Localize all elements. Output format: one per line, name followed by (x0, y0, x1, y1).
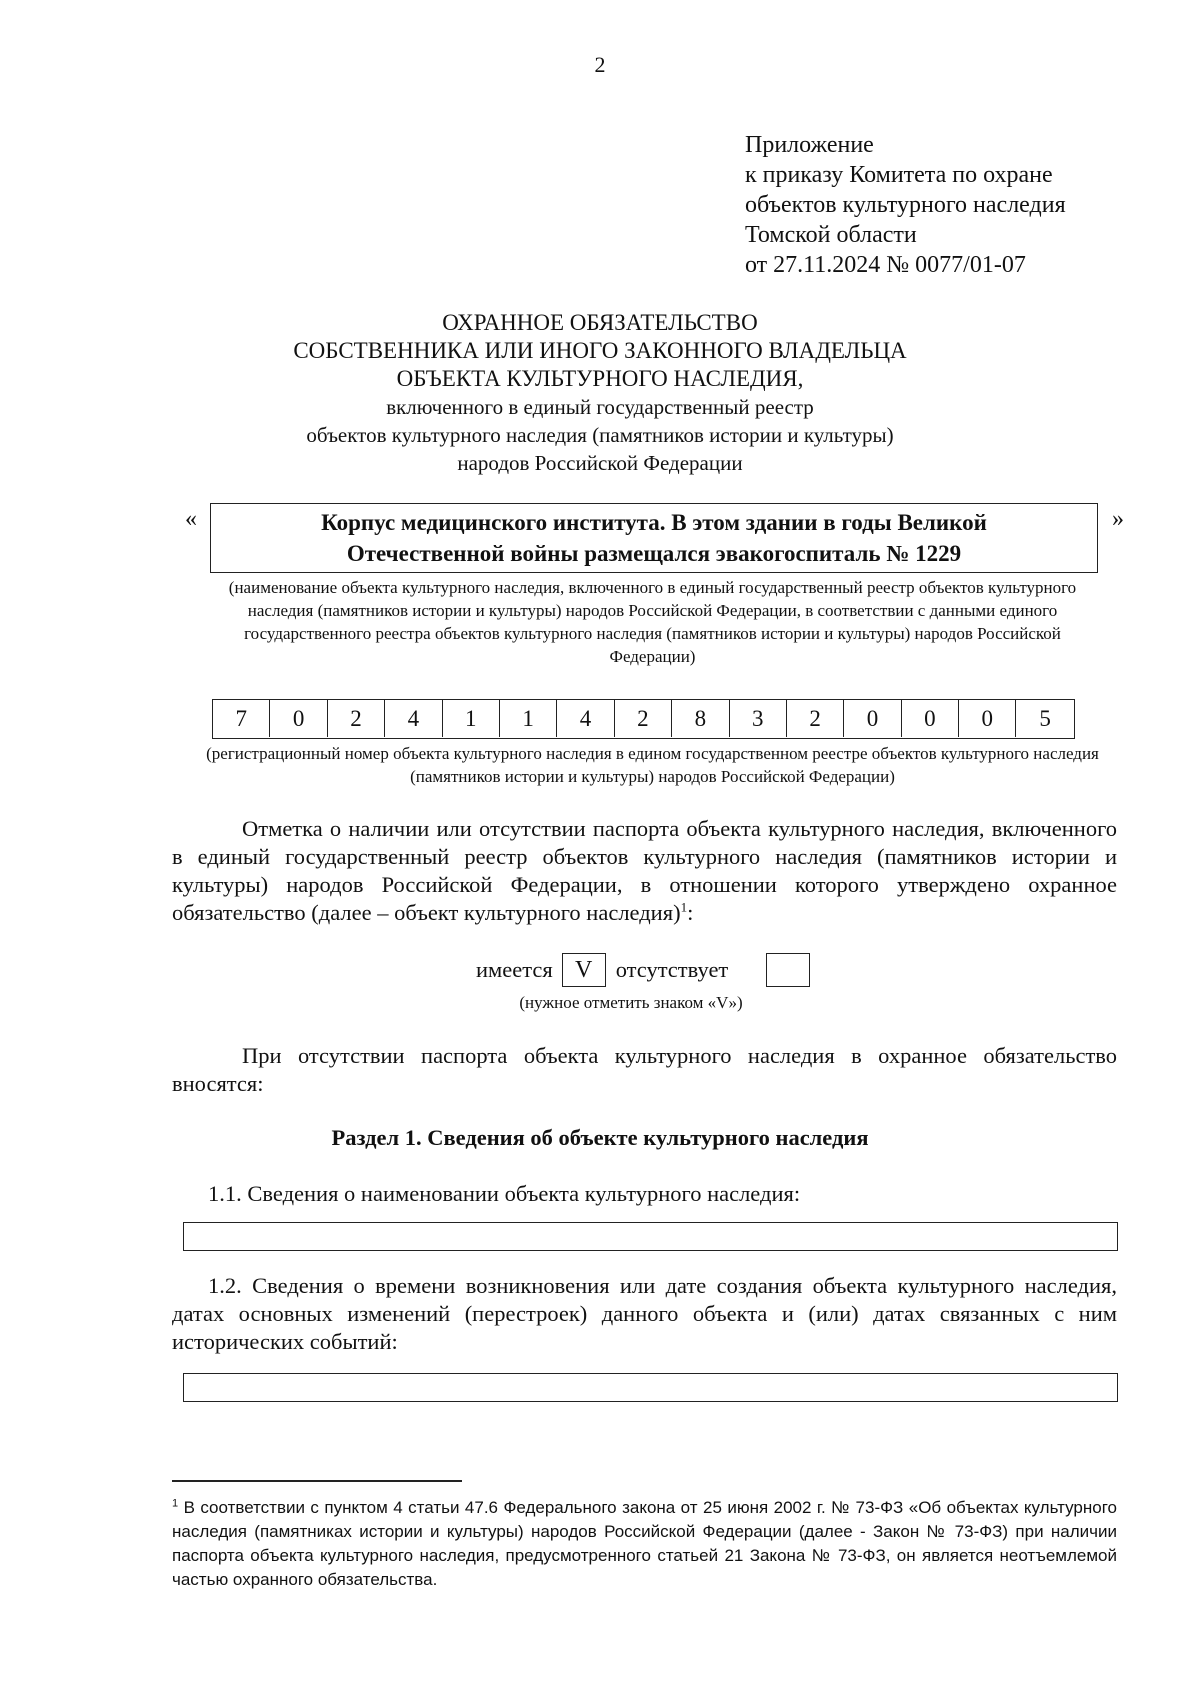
title-line: СОБСТВЕННИКА ИЛИ ИНОГО ЗАКОННОГО ВЛАДЕЛЬЦА (293, 338, 907, 363)
reg-digit-cell[interactable]: 3 (730, 700, 787, 737)
present-checkbox[interactable]: V (562, 953, 606, 987)
absence-note: При отсутствии паспорта объекта культурного наследия в охранное обязательство вносятся: (172, 1043, 1117, 1096)
passport-mark-row (476, 953, 810, 987)
absent-checkbox[interactable] (766, 953, 810, 987)
item-1-1-label: 1.1. Сведения о наименовании объекта культурного наследия: (208, 1181, 801, 1206)
object-name-line: Отечественной войны размещался эвакогоспиталь № 1229 (346, 541, 962, 566)
title-line: ОБЪЕКТА КУЛЬТУРНОГО НАСЛЕДИЯ, (396, 366, 804, 391)
appendix-line: к приказу Комитета по охране (745, 162, 1053, 188)
absent-label: отсутствует (615, 957, 729, 982)
subtitle-line: народов Российской Федерации (457, 451, 743, 475)
reg-digit-cell[interactable]: 1 (500, 700, 557, 737)
open-quote: « (185, 506, 197, 532)
reg-digit-cell[interactable]: 8 (672, 700, 729, 737)
creation-date-field[interactable] (183, 1373, 1118, 1402)
present-label: имеется (476, 957, 553, 982)
item-1-2-label: 1.2. Сведения о времени возникновения или дате создания объекта культурного наследия, датах основных изменений (перестроек) данного объекта и (или) датах связанных с ним исторических событий: (172, 1273, 1117, 1354)
document-title (150, 309, 1050, 393)
close-quote: » (1112, 506, 1124, 532)
registration-caption: (регистрационный номер объекта культурного наследия в едином государственном реестре объектов культурного наследия (памятников истории и культуры) народов Российской Федерации) (206, 744, 1099, 786)
passport-text: Отметка о наличии или отсутствии паспорта объекта культурного наследия, включенного в единый государственный реестр объектов культурного наследия (памятников истории и культуры) народов Российской Федерации, в отношении которого утверждено охранное обязательство (далее – объект культурного наследия) (172, 816, 1117, 925)
reg-digit-cell[interactable]: 4 (385, 700, 442, 737)
section-1-title: Раздел 1. Сведения об объекте культурного наследия (331, 1125, 869, 1150)
reg-digit-cell[interactable]: 0 (270, 700, 327, 737)
object-name-line: Корпус медицинского института. В этом здании в годы Великой (321, 510, 987, 535)
subtitle-line: объектов культурного наследия (памятников истории и культуры) (306, 423, 894, 447)
reg-digit-cell[interactable]: 2 (787, 700, 844, 737)
object-name-box[interactable] (210, 503, 1098, 573)
passport-paragraph (172, 815, 1117, 927)
reg-digit-cell[interactable]: 2 (615, 700, 672, 737)
reg-digit-cell[interactable]: 7 (213, 700, 270, 737)
passport-colon: : (687, 900, 694, 925)
document-subtitle (150, 393, 1050, 477)
reg-digit-cell[interactable]: 5 (1039, 705, 1051, 731)
title-line: ОХРАННОЕ ОБЯЗАТЕЛЬСТВО (442, 310, 758, 335)
appendix-line: Томской области (745, 222, 917, 248)
footnote-text: В соответствии с пунктом 4 статьи 47.6 Федерального закона от 25 июня 2002 г. № 73-ФЗ «Об объектах культурного наследия (памятниках истории и культуры) народов Российской Федерации (далее - Закон № 73-ФЗ) при наличии паспорта объекта культурного наследия, предусмотренного статьей 21 Закона № 73-ФЗ, он является неотъемлемой частью охранного обязательства. (172, 1498, 1117, 1589)
footnote-ref[interactable]: 1 (680, 899, 688, 915)
reg-digit-cell[interactable]: 2 (328, 700, 385, 737)
subtitle-line: включенного в единый государственный реестр (386, 395, 814, 419)
footnote (172, 1496, 1117, 1592)
appendix-line: от 27.11.2024 № 0077/01-07 (745, 252, 1026, 278)
reg-digit-cell[interactable]: 0 (902, 700, 959, 737)
reg-digit-cell[interactable]: 1 (443, 700, 500, 737)
mark-hint: (нужное отметить знаком «V») (519, 993, 743, 1012)
appendix-line: Приложение (745, 132, 874, 158)
page-number: 2 (594, 52, 606, 77)
footnote-number: 1 (172, 1497, 179, 1510)
registration-number-boxes (212, 699, 1075, 739)
reg-digit-cell[interactable]: 0 (959, 700, 1016, 737)
object-name-field[interactable] (183, 1222, 1118, 1251)
appendix-block (745, 130, 1165, 280)
reg-digit-cell[interactable]: 4 (557, 700, 614, 737)
object-name-caption: (наименование объекта культурного наследия, включенного в единый государственный реестр объектов культурного наследия (памятников истории и культуры) народов Российской Федерации, в соответствии с данными единого государственного реестра объектов культурного наследия (памятников истории и культуры) народов Российской Федерации) (228, 578, 1077, 666)
appendix-line: объектов культурного наследия (745, 192, 1066, 218)
reg-digit-cell[interactable]: 0 (844, 700, 901, 737)
footnote-divider (172, 1480, 462, 1482)
